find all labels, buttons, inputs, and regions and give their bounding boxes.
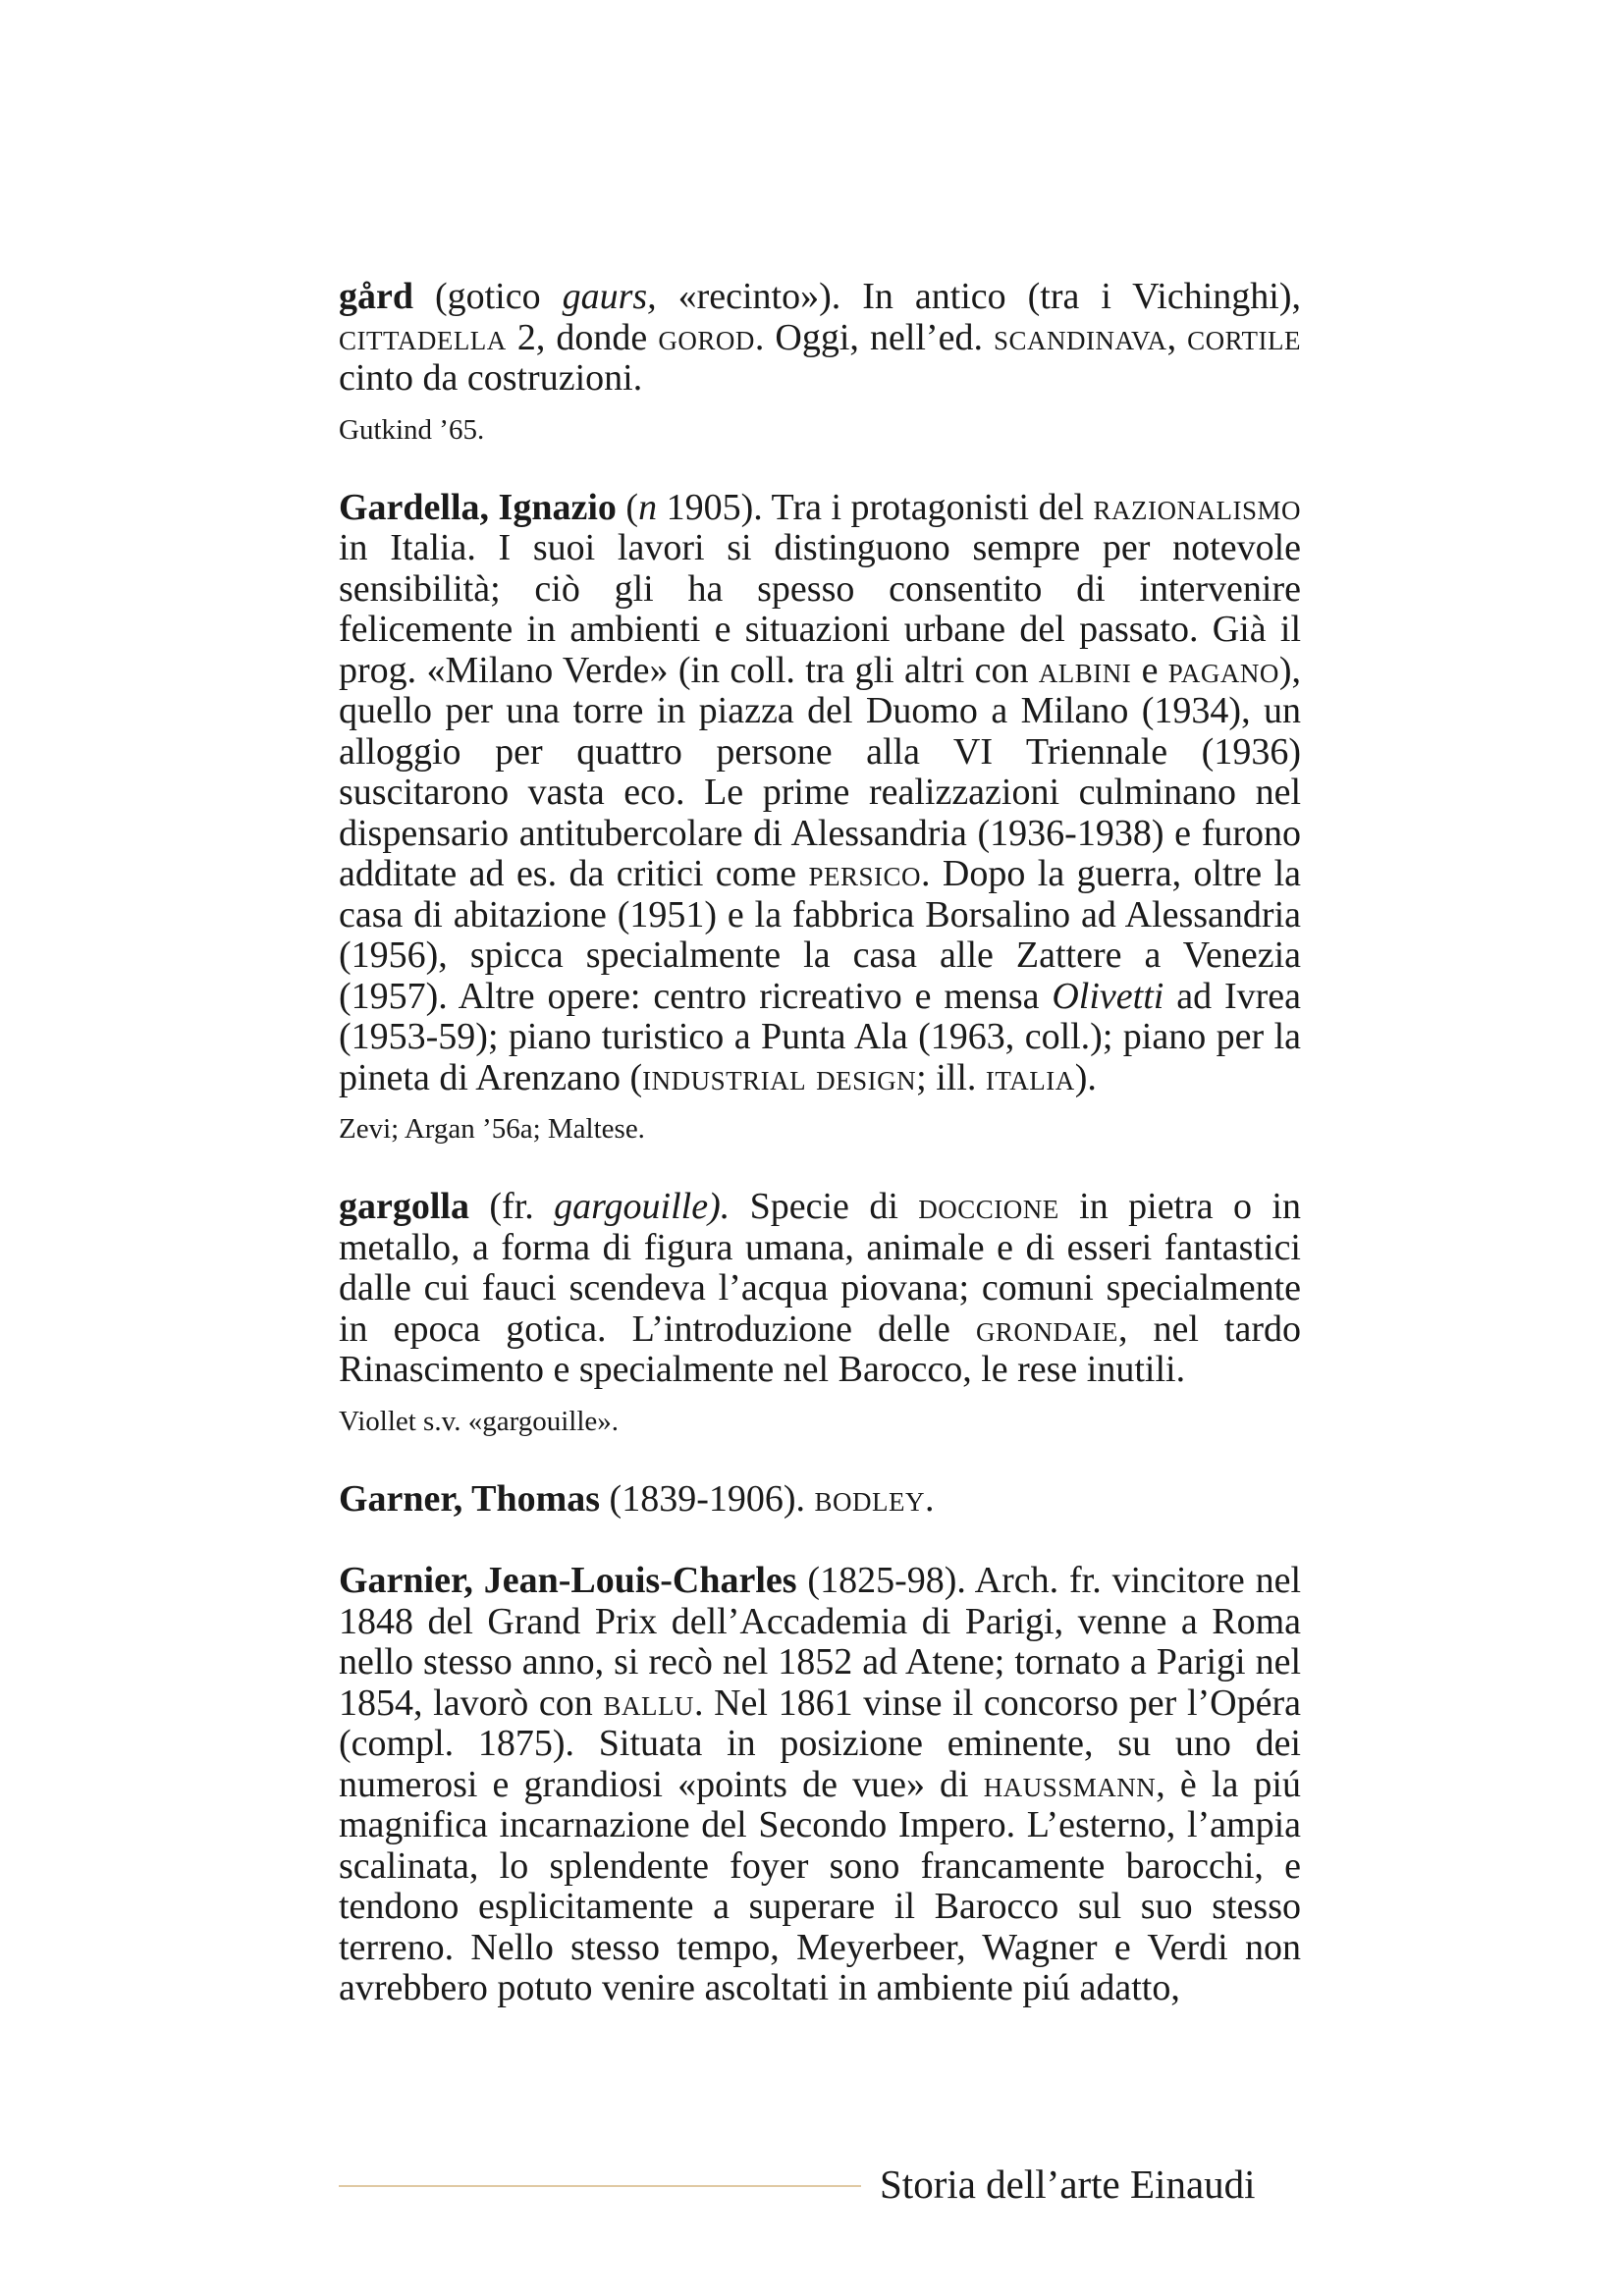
entry-gard: [339, 277, 1301, 447]
text-run: . Dopo la guerra, oltre la casa di abitazione (1951) e la fabbrica Borsalino ad Alessandria (1956), spicca specialmente la casa alle Zattere a Venezia (1957). Altre opere: centro ricreativo e mensa: [339, 853, 1302, 1017]
text-run: .: [925, 1477, 935, 1520]
text-run: (: [616, 486, 639, 528]
bibliography-note: Viollet s.v. «gargouille».: [339, 1405, 620, 1437]
cross-reference: cortile: [1187, 316, 1301, 358]
text-run: . Nel 1861 vinse il concorso per l’Opéra (compl. 1875). Situata in posizione eminente, su uno dei numerosi e grandiosi «points de vue» di: [339, 1682, 1301, 1805]
headword: gargolla: [339, 1186, 469, 1227]
italic-term: Olivetti: [1052, 975, 1164, 1017]
cross-reference: haussmann: [983, 1763, 1157, 1805]
cross-reference: gorod: [658, 316, 755, 358]
text-run: ; ill.: [916, 1056, 986, 1098]
headword: gård: [339, 276, 413, 317]
text-run: (1825-98). Arch. fr. vincitore nel 1848 del Grand Prix dell’Accademia di Parigi, venne a Roma nello stesso anno, si recò nel 1852 ad Atene; tornato a Parigi nel 1854, lavorò con: [339, 1560, 1301, 1724]
cross-reference: cittadella: [339, 316, 507, 358]
italic-term: n: [638, 486, 658, 528]
text-run: 2, donde: [506, 316, 659, 358]
text-run: Specie di: [730, 1186, 919, 1227]
entry-garner: [339, 1479, 1301, 1521]
entry-text: [339, 1479, 1301, 1521]
italic-term: gaurs,: [562, 276, 657, 317]
text-run: (1839-1906).: [600, 1477, 815, 1520]
text-run: ).: [1074, 1056, 1097, 1098]
text-run: e: [1131, 649, 1168, 691]
cross-reference: doccione: [918, 1186, 1059, 1227]
headword: Garner, Thomas: [339, 1477, 601, 1520]
cross-reference: italia: [985, 1056, 1075, 1098]
text-run: in Italia. I suoi lavori si distinguono sempre per notevole sensibilità; ciò gli ha spesso consentito di intervenire felicemente in ambienti e situazioni urbane del passato. Già il prog. «Milano Verde» (in coll. tra gli altri con: [339, 527, 1301, 691]
headword: Gardella, Ignazio: [339, 486, 617, 528]
bibliography-note: Zevi; Argan ’56a; Maltese.: [339, 1113, 645, 1145]
text-run: 1905). Tra i protagonisti del: [657, 486, 1094, 528]
footer-divider: [339, 2185, 861, 2187]
entry-garnier: [339, 1561, 1301, 2009]
text-run: . Oggi, nell’ed.: [754, 316, 995, 358]
headword: Garnier, Jean-Louis-Charles: [339, 1560, 797, 1601]
entry-gargolla: [339, 1187, 1301, 1438]
cross-reference: pagano: [1167, 649, 1279, 691]
text-run: (gotico: [413, 276, 563, 317]
dictionary-page: [339, 277, 1301, 2009]
text-run: ,: [1166, 316, 1188, 358]
entry-text: [339, 1187, 1301, 1391]
cross-reference: albini: [1038, 649, 1132, 691]
cross-reference: bodley: [814, 1477, 926, 1520]
italic-term: gargouille).: [554, 1186, 730, 1227]
cross-reference: razionalismo: [1093, 486, 1302, 528]
footer-publisher-label: Storia dell’arte Einaudi: [880, 2162, 1256, 2207]
bibliography-note: Gutkind ’65.: [339, 413, 485, 446]
text-run: ad Ivrea (1953-59); piano turistico a Punta Ala (1963, coll.); piano per la pineta di Arenzano (: [339, 975, 1301, 1098]
text-run: cinto da costruzioni.: [339, 357, 643, 399]
entry-text: [339, 277, 1301, 400]
entry-text: [339, 488, 1301, 1099]
text-run: «recinto»). In antico (tra i Vichinghi),: [656, 276, 1301, 317]
cross-reference: industrial design: [642, 1056, 917, 1098]
text-run: , è la piú magnifica incarnazione del Secondo Impero. L’esterno, l’ampia scalinata, lo splendente foyer sono francamente barocchi, e tendono esplicitamente a superare il Barocco sul suo stesso terreno. Nello stesso tempo, Meyerbeer, Wagner e Verdi non avrebbero potuto venire ascoltati in ambiente piú adatto,: [339, 1763, 1301, 2008]
entry-gardella: [339, 488, 1301, 1147]
text-run: ), quello per una torre in piazza del Duomo a Milano (1934), un alloggio per quattro persone alla VI Triennale (1936) suscitarono vasta eco. Le prime realizzazioni culminano nel dispensario antitubercolare di Alessandria (1936-1938) e furono additate ad es. da critici come: [339, 649, 1301, 894]
cross-reference: ballu: [603, 1682, 694, 1724]
cross-reference: persico: [808, 853, 922, 894]
entry-text: [339, 1561, 1301, 2009]
cross-reference: grondaie: [975, 1308, 1118, 1350]
cross-reference: scandinava: [994, 316, 1167, 358]
text-run: in pietra o in metallo, a forma di figura umana, animale e di esseri fantastici dalle cui fauci scendeva l’acqua piovana; comuni specialmente in epoca gotica. L’introduzione delle: [339, 1186, 1301, 1350]
text-run: , nel tardo Rinascimento e specialmente nel Barocco, le rese inutili.: [339, 1308, 1301, 1390]
text-run: (fr.: [468, 1186, 555, 1227]
